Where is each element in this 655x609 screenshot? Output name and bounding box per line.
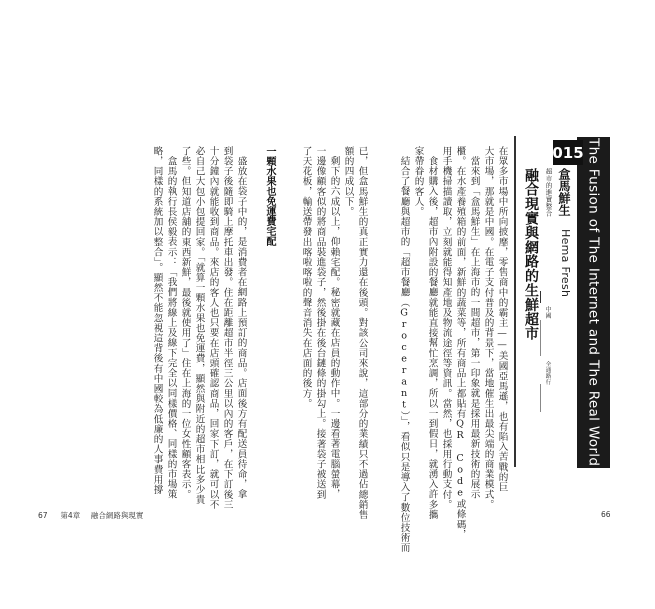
column-divider [514,136,516,467]
chapter-english-title: The Fusion of The Internet and The Real World [585,138,602,467]
footer-chapter-title: 融合網路與現實 [90,511,144,520]
body-text-line: 在眾多市場中所向披靡，零售商中的霸主——美國亞馬遜，也有陷入苦戰的巨 [496,146,508,493]
footer-left [38,510,143,521]
page-number-left: 67 [38,511,48,520]
body-text-line: 了天花板，輸送帶發出喀啦喀啦的聲音消失在店面的後方。 [300,146,312,409]
footer-chapter: 第4章 [60,511,81,520]
body-text-line: 剩下的六成以上，仰賴宅配。秘密就藏在店員的動作中。一邊看著電腦螢幕， [328,156,340,500]
section-heading: 一顆水果也免運費宅配 [264,146,275,246]
category-tag: 全通路行 [544,361,551,385]
body-text-line: 必自己大包小包提回家。「就算一顆水果也免運費，顯然與附近的超市相比多少貴 [193,146,205,505]
chapter-title: 融合現實與網路的生鮮超市 [523,168,539,341]
body-text-line: 到袋子後隨即騎上摩托車出發。住在距離超市半徑三公里以內的客戶，在下訂後三 [221,146,233,510]
chapter-strip [577,137,610,468]
chapter-subtitle: 超市的進實整合 [544,168,553,217]
brand-name-zh: 盒馬鮮生 [557,168,571,216]
body-text-line: 了些。但知道店舖的東西新鮮，最後就使用了」住在上海的一位女性顧客表示。 [179,146,191,500]
divider [540,384,541,412]
body-text-line: 結合了餐廳與超市的「超市餐廳（Grocerant）」，看似只是導入了數位技術而 [398,156,410,553]
body-text-line: 用手機掃描讀取，立刻就能得知產地及物流途徑等資訊。當然，也採用行動支付。 [440,146,452,510]
body-text-line: 一邊像顧客似的將商品裝進袋子，然後掛在後台鏈條的掛勾上。接著袋子被送到 [314,146,326,500]
footer-right [601,510,611,519]
body-text-line: 盛放在袋子中的，是消費者在網路上預訂的商品。店面後方有配送員待命，拿 [235,156,247,500]
chapter-number: 015 [553,140,583,165]
body-text-line: 額的四成以下。 [342,146,354,217]
brand-name-en: Hema Fresh [559,229,572,298]
page-number-right: 66 [601,510,611,519]
body-text-line: 櫃。在水產養殖箱的前面，新鮮的蔬菜等，所有商品上都貼有QR Code或條碼， [454,146,466,540]
body-text-line: 已，但盒馬鮮生的真正實力還在後頭。對該公司來說，這部分的業績只不過佔總銷售 [356,146,368,520]
body-text-line: 十分鐘內就能收到商品。來店的客人也只要在店頭確認商品，回家下訂，就可以不 [207,146,219,510]
body-text-line: 當來到「盒馬鮮生」在上海市的一間超市，第一印象就是採用最新技術的展示 [468,156,480,500]
body-text-line: 略，同樣的系統加以整合」。顯然不能忽視這背後有中國較為低廉的人事費用撐 [151,146,163,495]
body-text-line: 盒馬的執行長侯毅表示：「我們將線上及線下完全以同樣價格、同樣的市場策 [165,156,177,500]
body-text-line: 食材購入後，超市內附設的餐廳就能直接幫忙烹調，所以一到假日，就湧入許多攜 [426,156,438,520]
body-text-line: 大市場，那就是中國。在電子支付普及的背景下，當地催生出最尖端的商業模式。 [482,146,494,510]
country-label: 中國 [544,306,551,319]
body-text-line: 家帶眷的客人。 [412,146,424,217]
